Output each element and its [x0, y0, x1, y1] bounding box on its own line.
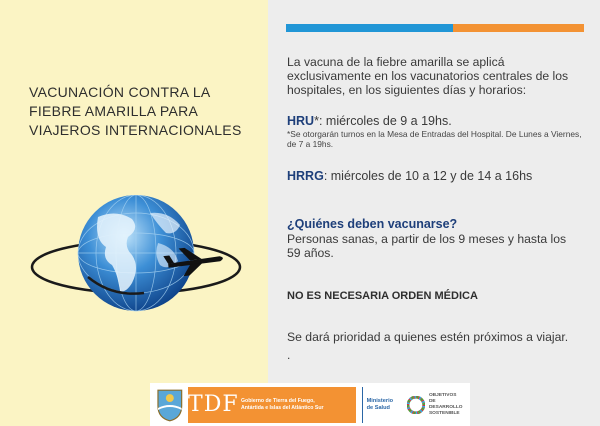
- government-name: [239, 387, 356, 423]
- hru-asterisk: *: [314, 114, 319, 128]
- tdf-logo: TDF: [188, 387, 239, 423]
- priority-text: Se dará prioridad a quienes estén próximos a viajar.: [287, 330, 569, 344]
- ods-line-2: DE DESARROLLO: [428, 398, 463, 410]
- hru-schedule: [287, 114, 587, 128]
- ministry-name: [362, 387, 404, 423]
- top-bar-blue: [286, 24, 453, 32]
- government-line-1: Gobierno de Tierra del Fuego,: [241, 397, 315, 404]
- hrrg-schedule: [287, 169, 587, 183]
- ods-label: [429, 393, 470, 417]
- ods-line-1: OBJETIVOS: [428, 392, 457, 398]
- top-color-bar: [286, 24, 584, 32]
- hru-label: HRU: [287, 114, 315, 128]
- turnos-note: *Se otorgarán turnos en la Mesa de Entradas del Hospital. De Lunes a Viernes, de 7 a 19hs.: [287, 129, 582, 149]
- who-question: ¿Quiénes deben vacunarse?: [287, 217, 458, 231]
- ministry-line-2: de Salud: [366, 404, 390, 411]
- ods-line-3: SOSTENIBLE: [428, 410, 460, 416]
- trailing-dot: .: [287, 348, 291, 362]
- hrrg-label: HRRG: [287, 169, 324, 183]
- footer-logos: [150, 383, 470, 426]
- hrrg-text: : miércoles de 10 a 12 y de 14 a 16hs: [323, 169, 533, 183]
- intro-text: La vacuna de la fiebre amarilla se aplicá exclusivamente en los vacunatorios centrales de los hospitales, en los siguientes días y horarios:: [287, 55, 569, 97]
- no-prescription-notice: NO ES NECESARIA ORDEN MÉDICA: [287, 290, 478, 302]
- top-bar-orange: [453, 24, 584, 32]
- sdg-wheel-icon: [407, 396, 425, 414]
- page-title: VACUNACIÓN CONTRA LA FIEBRE AMARILLA PARA VIAJEROS INTERNACIONALES: [29, 84, 242, 138]
- hru-text: : miércoles de 9 a 19hs.: [318, 114, 452, 128]
- who-answer: Personas sanas, a partir de los 9 meses y hasta los 59 años.: [287, 232, 567, 260]
- provincial-crest-icon: [156, 388, 184, 422]
- government-line-2: Antártida e Islas del Atlántico Sur: [241, 404, 324, 411]
- globe-with-airplane-icon: [28, 195, 258, 325]
- ministry-line-1: Ministerio: [366, 397, 394, 404]
